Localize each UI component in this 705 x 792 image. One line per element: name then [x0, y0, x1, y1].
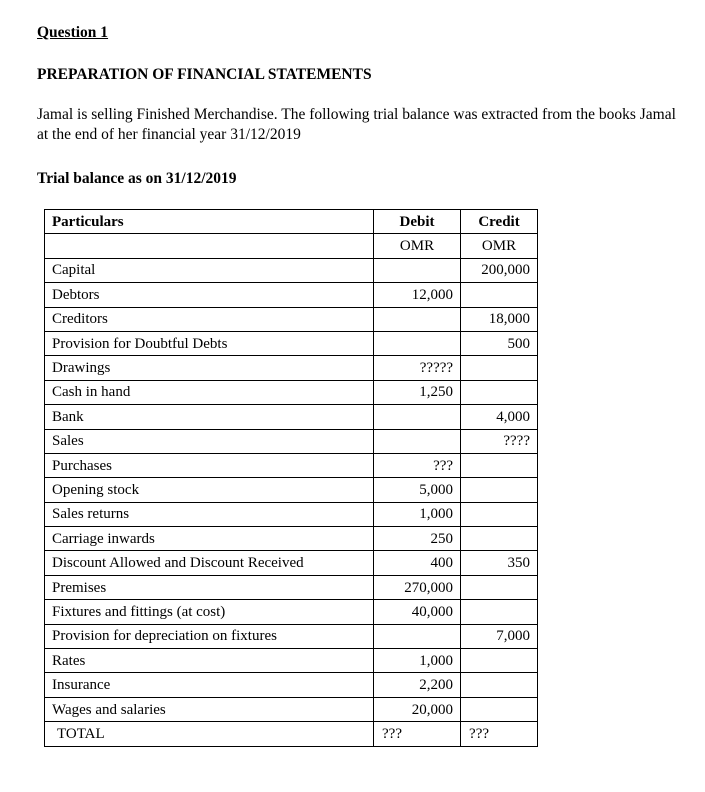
row-debit: [374, 331, 461, 355]
table-row: [45, 331, 538, 355]
table-row: [45, 283, 538, 307]
row-credit: [461, 502, 538, 526]
row-debit: 20,000: [374, 697, 461, 721]
row-particulars: Fixtures and fittings (at cost): [45, 600, 374, 624]
row-credit: [461, 380, 538, 404]
row-debit: [374, 258, 461, 282]
table-row: [45, 307, 538, 331]
row-credit: 200,000: [461, 258, 538, 282]
table-row: [45, 600, 538, 624]
row-particulars: Creditors: [45, 307, 374, 331]
question-title: Question 1: [37, 24, 109, 41]
table-row: [45, 380, 538, 404]
row-debit: 1,000: [374, 649, 461, 673]
table-row: [45, 527, 538, 551]
row-particulars: Opening stock: [45, 478, 374, 502]
row-particulars: Capital: [45, 258, 374, 282]
row-debit: 40,000: [374, 600, 461, 624]
row-debit: 12,000: [374, 283, 461, 307]
table-header-row: [45, 210, 538, 234]
row-debit: ?????: [374, 356, 461, 380]
row-credit: [461, 453, 538, 477]
row-credit: 350: [461, 551, 538, 575]
row-credit: 7,000: [461, 624, 538, 648]
row-debit: ???: [374, 453, 461, 477]
row-credit: [461, 649, 538, 673]
table-row: [45, 697, 538, 721]
row-particulars: Sales returns: [45, 502, 374, 526]
table-row: [45, 478, 538, 502]
table-row: [45, 429, 538, 453]
section-title: PREPARATION OF FINANCIAL STATEMENTS: [37, 66, 372, 83]
row-debit: 400: [374, 551, 461, 575]
unit-particulars: [45, 234, 374, 258]
row-particulars: Cash in hand: [45, 380, 374, 404]
row-debit: 5,000: [374, 478, 461, 502]
total-row: [45, 722, 538, 746]
row-particulars: Wages and salaries: [45, 697, 374, 721]
row-particulars: Premises: [45, 575, 374, 599]
row-debit: [374, 405, 461, 429]
row-debit: 1,000: [374, 502, 461, 526]
row-particulars: Rates: [45, 649, 374, 673]
header-debit: Debit: [374, 210, 461, 234]
row-credit: [461, 478, 538, 502]
row-particulars: Provision for Doubtful Debts: [45, 331, 374, 355]
trial-balance-title: Trial balance as on 31/12/2019: [37, 170, 237, 187]
row-credit: [461, 697, 538, 721]
row-credit: 18,000: [461, 307, 538, 331]
total-label: TOTAL: [45, 722, 374, 746]
row-particulars: Sales: [45, 429, 374, 453]
table-row: [45, 258, 538, 282]
header-credit: Credit: [461, 210, 538, 234]
row-debit: 1,250: [374, 380, 461, 404]
table-row: [45, 673, 538, 697]
row-particulars: Provision for depreciation on fixtures: [45, 624, 374, 648]
trial-balance-body: [45, 258, 538, 721]
row-particulars: Carriage inwards: [45, 527, 374, 551]
table-row: [45, 624, 538, 648]
total-debit: ???: [374, 722, 461, 746]
row-debit: [374, 429, 461, 453]
row-credit: 500: [461, 331, 538, 355]
row-particulars: Insurance: [45, 673, 374, 697]
table-row: [45, 551, 538, 575]
table-row: [45, 575, 538, 599]
row-debit: 270,000: [374, 575, 461, 599]
row-particulars: Drawings: [45, 356, 374, 380]
trial-balance-table: [44, 209, 538, 747]
unit-credit: OMR: [461, 234, 538, 258]
table-row: [45, 356, 538, 380]
row-debit: 2,200: [374, 673, 461, 697]
header-particulars: Particulars: [45, 210, 374, 234]
row-particulars: Purchases: [45, 453, 374, 477]
row-credit: ????: [461, 429, 538, 453]
row-debit: [374, 624, 461, 648]
table-row: [45, 502, 538, 526]
row-particulars: Debtors: [45, 283, 374, 307]
unit-debit: OMR: [374, 234, 461, 258]
row-credit: [461, 600, 538, 624]
row-credit: [461, 283, 538, 307]
total-credit: ???: [461, 722, 538, 746]
table-unit-row: [45, 234, 538, 258]
row-credit: [461, 527, 538, 551]
row-credit: [461, 575, 538, 599]
table-row: [45, 405, 538, 429]
row-credit: [461, 356, 538, 380]
row-debit: 250: [374, 527, 461, 551]
row-credit: [461, 673, 538, 697]
table-row: [45, 649, 538, 673]
table-row: [45, 453, 538, 477]
row-credit: 4,000: [461, 405, 538, 429]
row-debit: [374, 307, 461, 331]
row-particulars: Bank: [45, 405, 374, 429]
row-particulars: Discount Allowed and Discount Received: [45, 551, 374, 575]
intro-paragraph: Jamal is selling Finished Merchandise. The following trial balance was extracted from the books Jamal at the end of her financial year 31/12/2019: [37, 106, 676, 143]
